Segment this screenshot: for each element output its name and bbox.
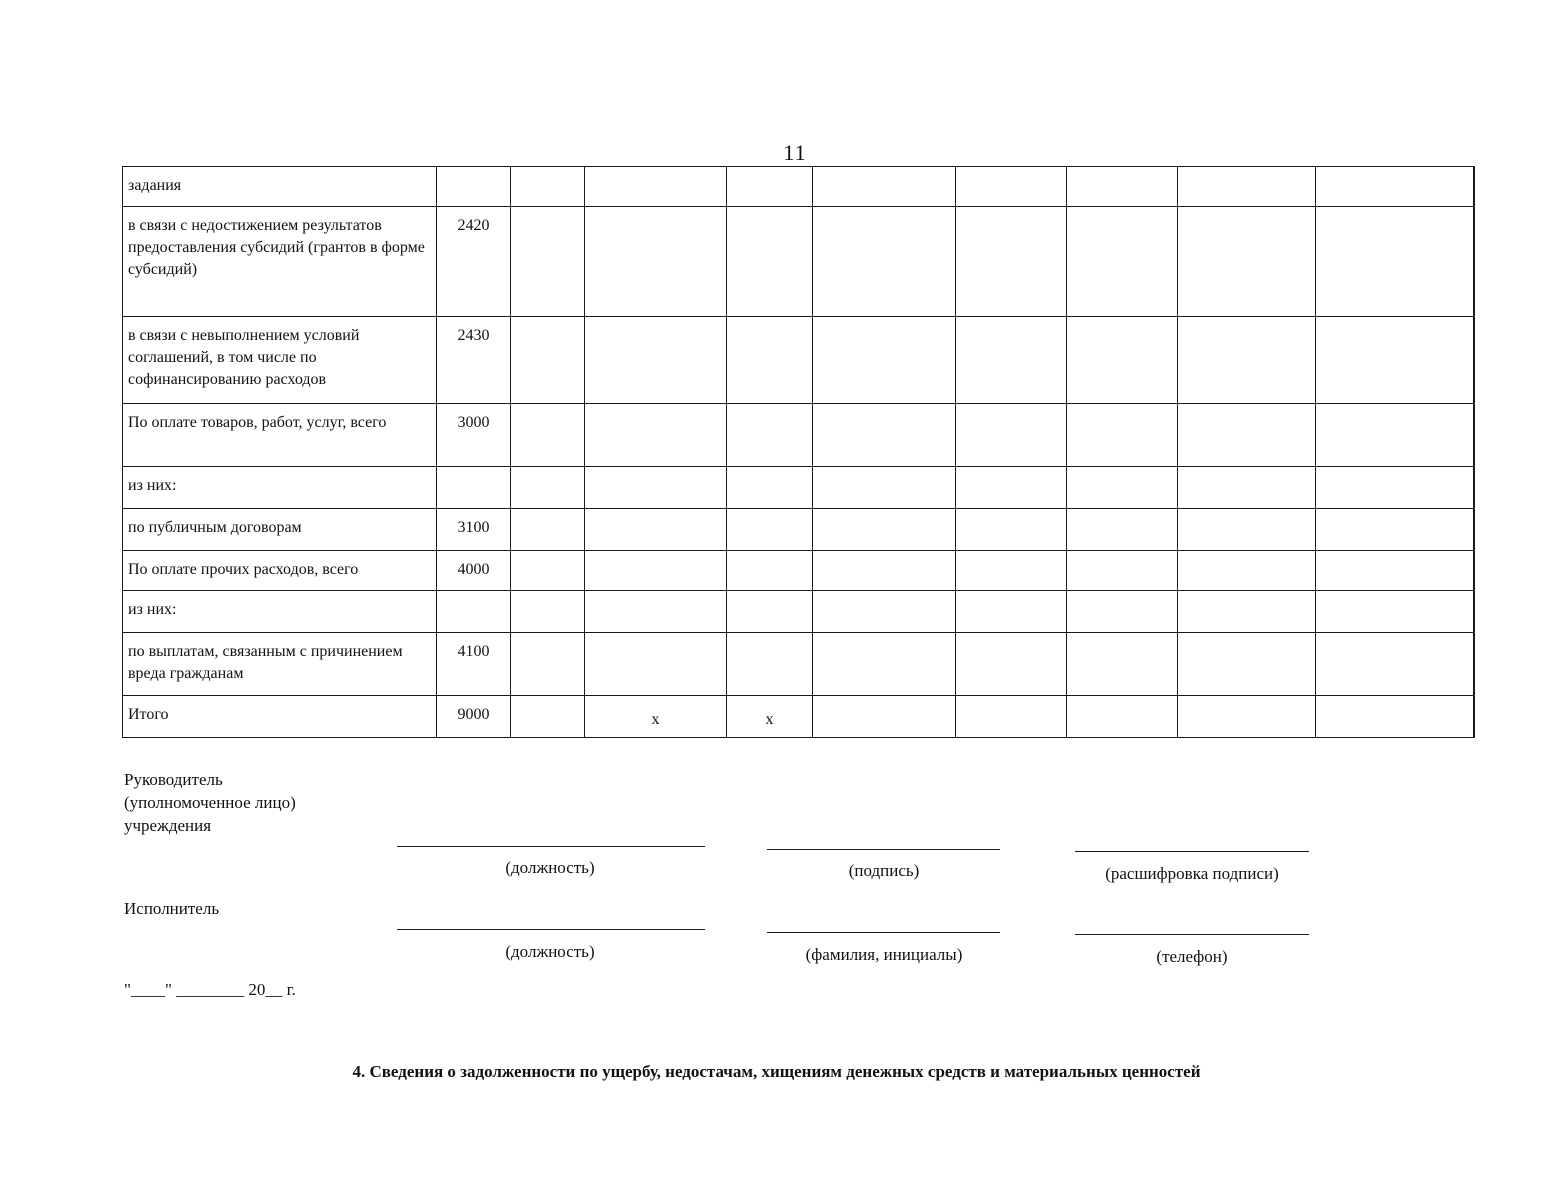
table-cell xyxy=(585,467,727,509)
row-code xyxy=(437,167,511,207)
table-row xyxy=(123,696,1475,738)
table-cell xyxy=(1067,591,1178,633)
table-cell xyxy=(1178,509,1316,551)
table-cell xyxy=(1474,167,1475,207)
table-row xyxy=(123,167,1475,207)
table-cell xyxy=(511,551,585,591)
table-cell xyxy=(956,633,1067,696)
table-cell xyxy=(1067,633,1178,696)
table-row xyxy=(123,591,1475,633)
table-cell xyxy=(1178,696,1316,738)
table-cell xyxy=(956,551,1067,591)
table-cell xyxy=(1474,404,1475,467)
table-cell xyxy=(1178,167,1316,207)
table-cell xyxy=(1316,591,1474,633)
executor-caption-phone: (телефон) xyxy=(1156,947,1228,966)
table-cell xyxy=(1067,207,1178,317)
table-cell xyxy=(956,467,1067,509)
head-caption-position: (должность) xyxy=(505,858,595,877)
table-cell xyxy=(956,509,1067,551)
table-cell xyxy=(813,551,956,591)
table-cell xyxy=(1067,317,1178,404)
row-label: по выплатам, связанным с причинением вреда гражданам xyxy=(123,633,437,696)
head-caption-decryption: (расшифровка подписи) xyxy=(1105,864,1279,883)
head-label-line: учреждения xyxy=(124,816,212,835)
table-cell xyxy=(1067,404,1178,467)
head-label xyxy=(124,768,296,837)
table-cell xyxy=(1474,633,1475,696)
table-cell xyxy=(1316,317,1474,404)
row-label: задания xyxy=(123,167,437,207)
table-cell xyxy=(1178,551,1316,591)
head-decryption-line xyxy=(1075,851,1309,852)
table-cell xyxy=(1067,467,1178,509)
table-cell xyxy=(813,404,956,467)
table-cell xyxy=(1474,551,1475,591)
table-cell xyxy=(1474,467,1475,509)
table-row xyxy=(123,207,1475,317)
table-cell xyxy=(1474,317,1475,404)
row-label: по публичным договорам xyxy=(123,509,437,551)
row-code xyxy=(437,467,511,509)
table-cell xyxy=(1474,696,1475,738)
table-cell xyxy=(1178,633,1316,696)
executor-name-line xyxy=(767,932,1000,933)
table-cell xyxy=(1316,404,1474,467)
table-cell xyxy=(1316,509,1474,551)
row-label: в связи с невыполнением условий соглашений, в том числе по софинансированию расходов xyxy=(123,317,437,404)
table-row xyxy=(123,467,1475,509)
table-cell xyxy=(1474,207,1475,317)
executor-caption-name: (фамилия, инициалы) xyxy=(805,945,963,964)
table-cell xyxy=(956,317,1067,404)
row-code: 3100 xyxy=(437,509,511,551)
table-cell xyxy=(813,467,956,509)
row-code: 4100 xyxy=(437,633,511,696)
table-row xyxy=(123,551,1475,591)
table-cell: х xyxy=(727,696,813,738)
table-cell xyxy=(813,167,956,207)
table-cell xyxy=(1316,696,1474,738)
table-row xyxy=(123,633,1475,696)
table-cell xyxy=(727,167,813,207)
table-cell xyxy=(1178,207,1316,317)
table-cell xyxy=(585,317,727,404)
table-cell xyxy=(956,207,1067,317)
row-label: По оплате товаров, работ, услуг, всего xyxy=(123,404,437,467)
table-cell xyxy=(1316,551,1474,591)
table-cell xyxy=(727,509,813,551)
table-cell xyxy=(585,633,727,696)
table-cell xyxy=(727,207,813,317)
row-label: из них: xyxy=(123,591,437,633)
table-cell xyxy=(813,317,956,404)
head-position-line xyxy=(397,846,705,847)
table-row xyxy=(123,509,1475,551)
table-cell xyxy=(1316,167,1474,207)
table-row xyxy=(123,317,1475,404)
row-code: 4000 xyxy=(437,551,511,591)
table-cell xyxy=(1474,591,1475,633)
executor-caption-position: (должность) xyxy=(505,942,595,961)
table-cell xyxy=(585,167,727,207)
executor-phone-line xyxy=(1075,934,1309,935)
table-cell xyxy=(727,591,813,633)
table-cell xyxy=(511,591,585,633)
table-cell xyxy=(511,633,585,696)
table-cell xyxy=(727,404,813,467)
table-cell xyxy=(813,696,956,738)
table-cell xyxy=(1067,551,1178,591)
table-cell xyxy=(1316,633,1474,696)
row-code: 2430 xyxy=(437,317,511,404)
table-cell: х xyxy=(585,696,727,738)
table-cell xyxy=(813,633,956,696)
table-cell xyxy=(1178,317,1316,404)
table-cell xyxy=(511,467,585,509)
table-cell xyxy=(1067,167,1178,207)
table-cell xyxy=(956,696,1067,738)
debt-table xyxy=(122,166,1475,738)
row-label: По оплате прочих расходов, всего xyxy=(123,551,437,591)
table-cell xyxy=(956,404,1067,467)
table-cell xyxy=(727,317,813,404)
row-label: в связи с недостижением результатов предоставления субсидий (грантов в форме субсидий) xyxy=(123,207,437,317)
head-label-line: Руководитель xyxy=(124,770,223,789)
executor-label: Исполнитель xyxy=(124,899,220,918)
table-cell xyxy=(511,167,585,207)
table-cell xyxy=(956,591,1067,633)
head-label-line: (уполномоченное лицо) xyxy=(124,793,296,812)
section-title: 4. Сведения о задолженности по ущербу, недостачам, хищениям денежных средств и материальных ценностей xyxy=(352,1062,1201,1081)
page-number: 11 xyxy=(783,140,807,165)
table-cell xyxy=(585,551,727,591)
table-cell xyxy=(511,509,585,551)
table-cell xyxy=(1178,404,1316,467)
table-cell xyxy=(813,509,956,551)
table-row xyxy=(123,404,1475,467)
table-cell xyxy=(813,591,956,633)
table-cell xyxy=(511,317,585,404)
table-cell xyxy=(1474,509,1475,551)
executor-position-line xyxy=(397,929,705,930)
table-cell xyxy=(511,404,585,467)
table-cell xyxy=(585,404,727,467)
row-code: 2420 xyxy=(437,207,511,317)
row-label: Итого xyxy=(123,696,437,738)
table-cell xyxy=(1067,509,1178,551)
table-cell xyxy=(585,591,727,633)
row-code: 9000 xyxy=(437,696,511,738)
table-cell xyxy=(727,633,813,696)
date-line: "____" ________ 20__ г. xyxy=(124,980,296,999)
table-cell xyxy=(1316,467,1474,509)
table-cell xyxy=(511,207,585,317)
table-cell xyxy=(1178,467,1316,509)
table-cell xyxy=(511,696,585,738)
row-code xyxy=(437,591,511,633)
table-cell xyxy=(1178,591,1316,633)
table-cell xyxy=(727,551,813,591)
head-caption-signature: (подпись) xyxy=(848,861,920,880)
table-cell xyxy=(585,509,727,551)
row-code: 3000 xyxy=(437,404,511,467)
table-cell xyxy=(1316,207,1474,317)
table-cell xyxy=(813,207,956,317)
table-cell xyxy=(1067,696,1178,738)
head-signature-line xyxy=(767,849,1000,850)
table-cell xyxy=(585,207,727,317)
table-cell xyxy=(956,167,1067,207)
table-cell xyxy=(727,467,813,509)
row-label: из них: xyxy=(123,467,437,509)
